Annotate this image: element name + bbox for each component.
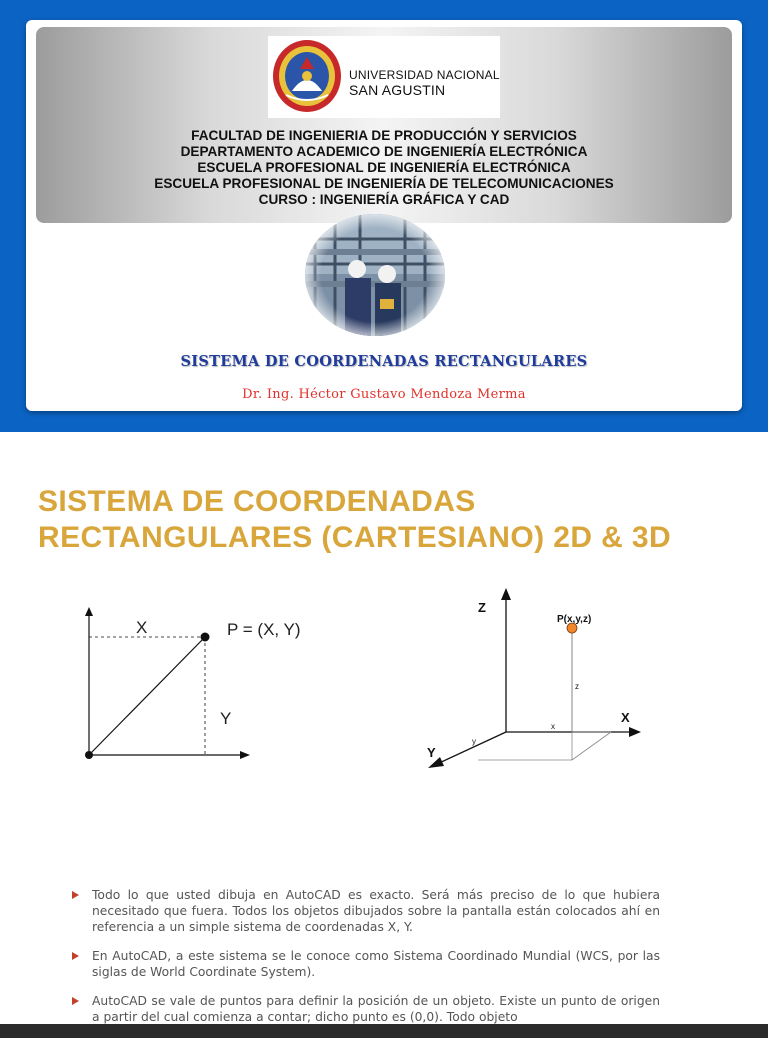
bullet-arrow-icon [72,891,79,899]
bullet-item [72,993,660,1025]
slide-title [38,484,758,556]
x-label-2d: X [136,618,148,637]
university-logo [268,36,500,118]
point-label-3d: P(x,y,z) [557,614,592,625]
z-small-label: z [575,682,579,691]
school-telecom-line: ESCUELA PROFESIONAL DE INGENIERÍA DE TELECOMUNICACIONES [154,176,614,191]
title-slide-card [26,20,742,411]
bullet-text: Todo lo que usted dibuja en AutoCAD es exacto. Será más preciso de lo que hubiera necesitado que fuera. Todos los objetos dibujados sobre la pantalla están colocados ahí en referencia a un simple sistema de coordenadas X, Y. [92,888,660,934]
position-vector [89,637,205,755]
z-axis-arrow-3d [501,588,511,600]
z-axis-label: Z [478,600,486,615]
base-edge-front [572,732,611,760]
university-name-line2: SAN AGUSTIN [349,82,446,98]
bullet-item [72,887,660,935]
faculty-block [36,128,732,208]
title-slide [0,0,768,432]
content-slide [0,432,768,1024]
bullet-item [72,948,660,980]
bullet-text: AutoCAD se vale de puntos para definir la posición de un objeto. Existe un punto de origen a partir del cual comienza a contar; dicho punto es (0,0). Todo objeto [92,994,660,1024]
y-axis-label: Y [427,745,436,760]
bullet-arrow-icon [72,952,79,960]
origin-point [85,751,93,759]
x-axis-arrow-2d [240,751,250,759]
x-axis-arrow-3d [629,727,641,737]
y-label-2d: Y [220,709,232,728]
university-name [349,68,500,98]
bullet-arrow-icon [72,997,79,1005]
university-seal-icon [272,39,342,113]
header-banner [36,27,732,223]
faculty-line: FACULTAD DE INGENIERIA DE PRODUCCIÓN Y SERVICIOS [191,128,577,143]
point-label-2d: P = (X, Y) [227,620,301,639]
author-name: Dr. Ing. Héctor Gustavo Mendoza Merma [242,387,526,402]
school-electronics-line: ESCUELA PROFESIONAL DE INGENIERÍA ELECTRÓNICA [197,160,571,175]
engineers-photo [305,214,445,336]
slide-title-line2: RECTANGULARES (CARTESIANO) 2D & 3D [38,521,672,554]
x-small-label: x [551,722,555,731]
cartesian-2d-diagram [70,600,360,770]
department-line: DEPARTAMENTO ACADEMICO DE INGENIERÍA ELECTRÓNICA [180,144,588,159]
bullet-list [72,887,660,1038]
y-axis-arrow-2d [85,607,93,616]
x-axis-label: X [621,710,630,725]
cartesian-3d-diagram [415,584,655,789]
y-small-label: y [472,737,476,746]
slide-title-line1: SISTEMA DE COORDENADAS [38,485,476,518]
point-p-2d [201,633,210,642]
university-name-line1: UNIVERSIDAD NACIONAL [349,68,500,82]
presentation-title: SISTEMA DE COORDENADAS RECTANGULARES [180,353,588,370]
bullet-text: En AutoCAD, a este sistema se le conoce como Sistema Coordinado Mundial (WCS, por las siglas de World Coordinate System). [92,949,660,979]
course-line: CURSO : INGENIERÍA GRÁFICA Y CAD [258,192,510,207]
